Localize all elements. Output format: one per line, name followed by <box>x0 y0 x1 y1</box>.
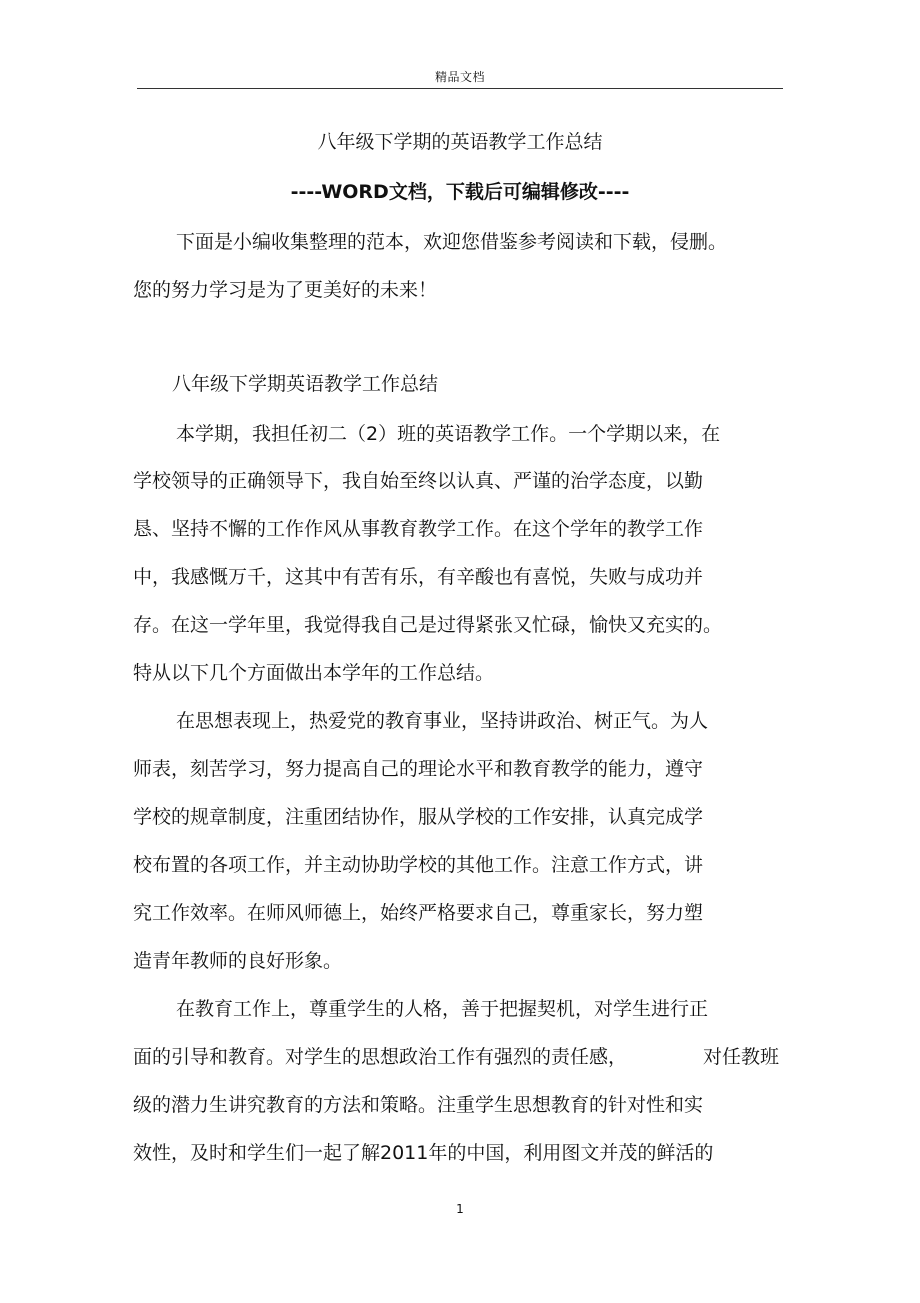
paragraph-line: 在思想表现上，热爱党的教育事业，坚持讲政治、树正气。为人 <box>176 710 709 732</box>
paragraph-line: 学校领导的正确领导下，我自始至终以认真、严谨的治学态度，以勤 <box>133 470 704 492</box>
section-heading: 八年级下学期英语教学工作总结 <box>172 373 439 395</box>
page-number: 1 <box>456 1202 464 1216</box>
document-subtitle: ----WORD文档，下载后可编辑修改---- <box>290 181 630 203</box>
paragraph-line: 恳、坚持不懈的工作作风从事教育教学工作。在这个学年的教学工作 <box>133 518 704 540</box>
paragraph-line: 在教育工作上，尊重学生的人格，善于把握契机，对学生进行正 <box>176 998 709 1020</box>
paragraph-line: 究工作效率。在师风师德上，始终严格要求自己，尊重家长，努力塑 <box>133 902 704 924</box>
paragraph-line: 存。在这一学年里，我觉得我自己是过得紧张又忙碌，愉快又充实的。 <box>133 614 723 636</box>
header-divider <box>137 88 783 89</box>
paragraph-line: 本学期，我担任初二（2）班的英语教学工作。一个学期以来，在 <box>176 423 721 445</box>
paragraph-line: 中，我感慨万千，这其中有苦有乐，有辛酸也有喜悦，失败与成功并 <box>133 566 704 588</box>
paragraph-line: 特从以下几个方面做出本学年的工作总结。 <box>133 662 495 684</box>
intro-line: 下面是小编收集整理的范本，欢迎您借鉴参考阅读和下载，侵删。 <box>176 231 728 253</box>
paragraph-line: 造青年教师的良好形象。 <box>133 950 343 972</box>
paragraph-line: 效性，及时和学生们一起了解2011年的中国，利用图文并茂的鲜活的 <box>133 1142 714 1164</box>
paragraph-line-fragment: 对任教班 <box>703 1046 780 1068</box>
paragraph-line: 师表，刻苦学习，努力提高自己的理论水平和教育教学的能力，遵守 <box>133 758 704 780</box>
page-header: 精品文档 <box>434 70 485 84</box>
paragraph-line: 面的引导和教育。对学生的思想政治工作有强烈的责任感， <box>133 1046 628 1068</box>
document-title: 八年级下学期的英语教学工作总结 <box>317 131 603 153</box>
paragraph-line: 级的潜力生讲究教育的方法和策略。注重学生思想教育的针对性和实 <box>133 1094 704 1116</box>
intro-line: 您的努力学习是为了更美好的未来！ <box>133 279 438 301</box>
paragraph-line: 学校的规章制度，注重团结协作，服从学校的工作安排，认真完成学 <box>133 806 704 828</box>
paragraph-line: 校布置的各项工作，并主动协助学校的其他工作。注意工作方式，讲 <box>133 854 704 876</box>
